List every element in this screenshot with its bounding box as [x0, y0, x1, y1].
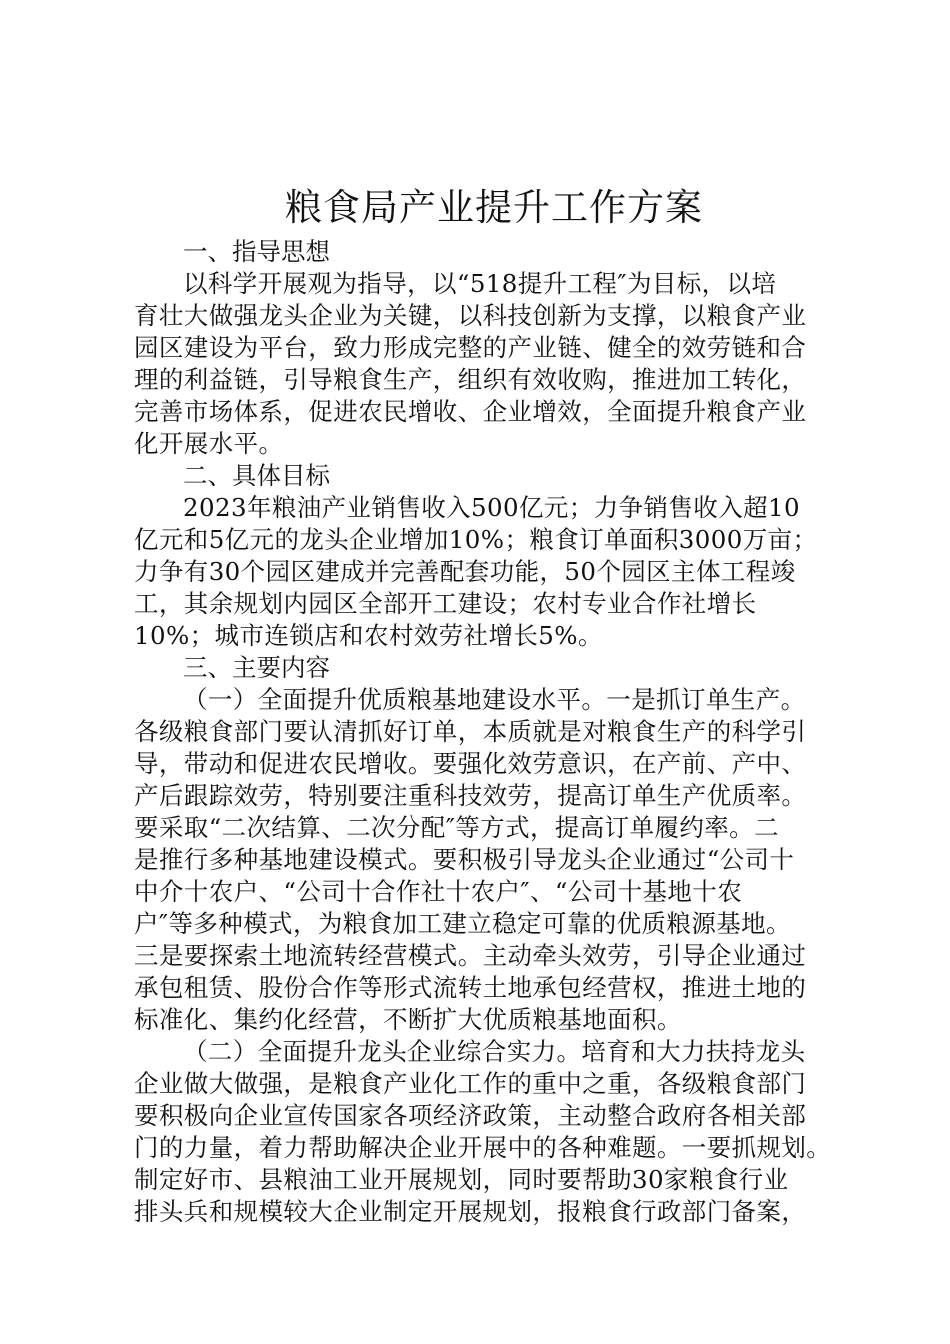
paragraph-line: 育壮大做强龙头企业为关键，以科技创新为支撑，以粮食产业	[134, 301, 807, 330]
document-title: 粮食局产业提升工作方案	[285, 186, 703, 229]
paragraph-line: （一）全面提升优质粮基地建设水平。一是抓订单生产。	[183, 685, 806, 714]
paragraph-line: 园区建设为平台，致力形成完整的产业链、健全的效劳链和合	[134, 333, 807, 362]
section3-heading: 三、主要内容	[183, 653, 330, 682]
paragraph-line: 中介十农户、“公司十合作社十农户″、“公司十基地十农	[134, 877, 743, 906]
paragraph-line: 以科学开展观为指导，以“518提升工程″为目标，以培	[183, 269, 777, 298]
section1-heading: 一、指导思想	[183, 237, 330, 266]
paragraph-line: 10%；城市连锁店和农村效劳社增长5%。	[134, 621, 603, 650]
section2-heading: 二、具体目标	[183, 461, 330, 490]
paragraph-line: 化开展水平。	[134, 429, 284, 458]
paragraph-line: 导，带动和促进农民增收。要强化效劳意识，在产前、产中、	[134, 749, 807, 778]
paragraph-line: 力争有30个园区建成并完善配套功能，50个园区主体工程竣	[134, 557, 796, 586]
paragraph-line: 三是要探索土地流转经营模式。主动牵头效劳，引导企业通过	[134, 941, 807, 970]
paragraph-line: 是推行多种基地建设模式。要积极引导龙头企业通过“公司十	[134, 845, 795, 874]
paragraph-line: 亿元和5亿元的龙头企业增加10%；粮食订单面积3000万亩；	[134, 525, 818, 554]
paragraph-line: 理的利益链，引导粮食生产，组织有效收购，推进加工转化，	[134, 365, 807, 394]
paragraph-line: 2023年粮油产业销售收入500亿元；力争销售收入超10	[183, 493, 800, 522]
section3-paragraph-1	[134, 684, 834, 1036]
section2-paragraph	[134, 492, 834, 652]
paragraph-line: 要积极向企业宣传国家各项经济政策，主动整合政府各相关部	[134, 1101, 807, 1130]
paragraph-line: 产后跟踪效劳，特别要注重科技效劳，提高订单生产优质率。	[134, 781, 807, 810]
paragraph-line: 排头兵和规模较大企业制定开展规划，报粮食行政部门备案，	[134, 1197, 807, 1226]
paragraph-line: 完善市场体系，促进农民增收、企业增效，全面提升粮食产业	[134, 397, 807, 426]
paragraph-line: 标准化、集约化经营，不断扩大优质粮基地面积。	[134, 1005, 682, 1034]
paragraph-line: 门的力量，着力帮助解决企业开展中的各种难题。一要抓规划。	[134, 1133, 832, 1162]
section3-paragraph-2	[134, 1036, 834, 1228]
paragraph-line: 承包租赁、股份合作等形式流转土地承包经营权，推进土地的	[134, 973, 807, 1002]
document-page	[134, 180, 834, 1228]
paragraph-line: 户″等多种模式，为粮食加工建立稳定可靠的优质粮源基地。	[134, 909, 791, 938]
section1-paragraph	[134, 268, 834, 460]
paragraph-line: （二）全面提升龙头企业综合实力。培育和大力扶持龙头	[183, 1037, 806, 1066]
paragraph-line: 企业做大做强，是粮食产业化工作的重中之重，各级粮食部门	[134, 1069, 807, 1098]
paragraph-line: 工，其余规划内园区全部开工建设；农村专业合作社增长	[134, 589, 757, 618]
paragraph-line: 制定好市、县粮油工业开展规划，同时要帮助30家粮食行业	[134, 1165, 789, 1194]
paragraph-line: 各级粮食部门要认清抓好订单，本质就是对粮食生产的科学引	[134, 717, 807, 746]
paragraph-line: 要采取“二次结算、二次分配″等方式，提高订单履约率。二	[134, 813, 779, 842]
